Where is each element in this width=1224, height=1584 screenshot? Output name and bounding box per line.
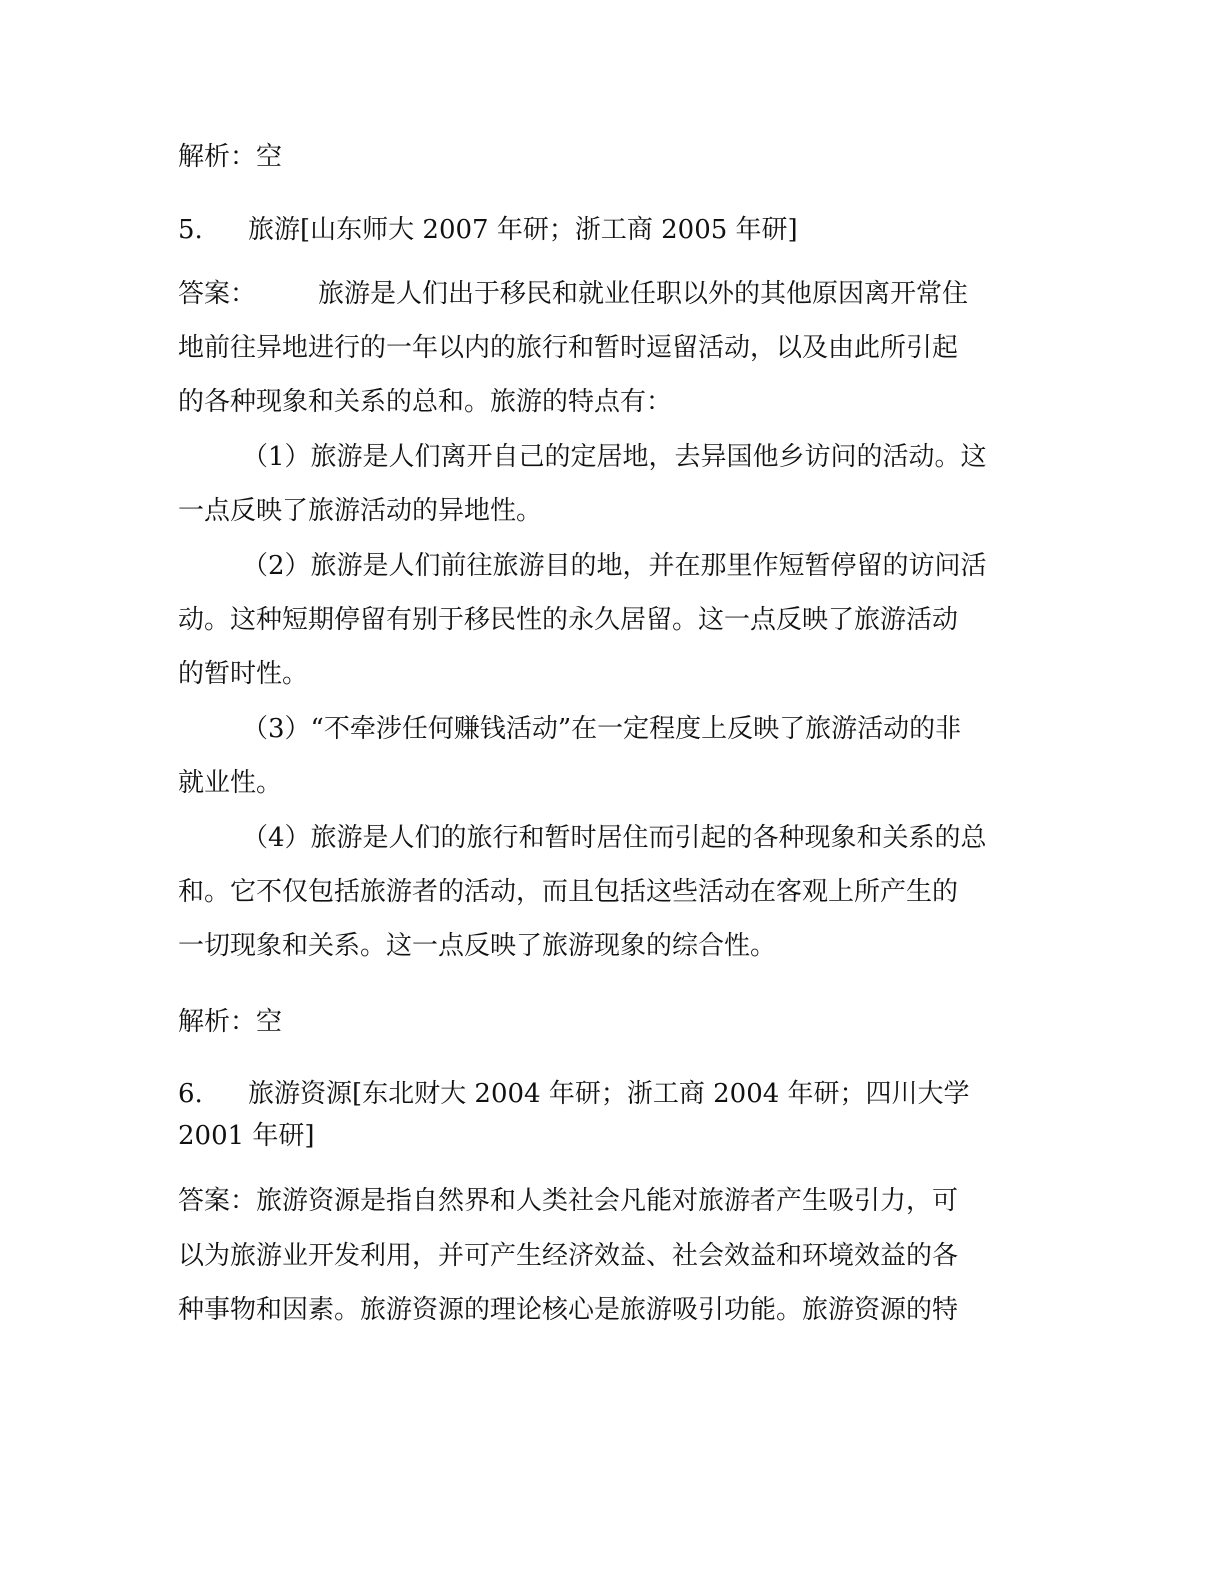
question-5-number: 5. bbox=[178, 215, 203, 245]
answer-text: 旅游是人们出于移民和就业任职以外的其他原因离开常住 bbox=[318, 279, 969, 309]
analysis-line-1: 解析：空 bbox=[178, 142, 283, 172]
question-5-answer-line-1 bbox=[178, 277, 968, 311]
point-2-line-1: （2）旅游是人们前往旅游目的地，并在那里作短暂停留的访问活 bbox=[242, 551, 987, 581]
point-2-line-2: 动。这种短期停留有别于移民性的永久居留。这一点反映了旅游活动 bbox=[178, 605, 959, 635]
point-4-line-3: 一切现象和关系。这一点反映了旅游现象的综合性。 bbox=[178, 931, 777, 961]
question-5-heading bbox=[178, 213, 798, 247]
question-6-title-line-2: 2001 年研] bbox=[178, 1121, 315, 1151]
question-5-answer-line-2: 地前往异地进行的一年以内的旅行和暂时逗留活动，以及由此所引起 bbox=[178, 333, 959, 363]
question-5-title: 旅游[山东师大 2007 年研；浙工商 2005 年研] bbox=[248, 215, 798, 245]
question-5-answer-line-3: 的各种现象和关系的总和。旅游的特点有： bbox=[178, 387, 673, 417]
question-6-answer-line-2: 以为旅游业开发利用，并可产生经济效益、社会效益和环境效益的各 bbox=[178, 1241, 959, 1271]
question-6-answer-line-1: 答案：旅游资源是指自然界和人类社会凡能对旅游者产生吸引力，可 bbox=[178, 1186, 959, 1216]
question-6-number: 6. bbox=[178, 1079, 203, 1109]
point-1-line-1: （1）旅游是人们离开自己的定居地，去异国他乡访问的活动。这 bbox=[242, 442, 987, 472]
answer-label: 答案： bbox=[178, 279, 257, 309]
point-1-line-2: 一点反映了旅游活动的异地性。 bbox=[178, 496, 543, 526]
question-6-title-line-1: 旅游资源[东北财大 2004 年研；浙工商 2004 年研；四川大学 bbox=[248, 1079, 970, 1109]
point-3-line-1: （3）“不牵涉任何赚钱活动”在一定程度上反映了旅游活动的非 bbox=[242, 714, 962, 744]
question-6-heading bbox=[178, 1077, 970, 1111]
analysis-line-2: 解析：空 bbox=[178, 1007, 283, 1037]
point-4-line-2: 和。它不仅包括旅游者的活动，而且包括这些活动在客观上所产生的 bbox=[178, 877, 959, 907]
point-2-line-3: 的暂时性。 bbox=[178, 659, 309, 689]
point-3-line-2: 就业性。 bbox=[178, 768, 283, 798]
question-6-answer-line-3: 种事物和因素。旅游资源的理论核心是旅游吸引功能。旅游资源的特 bbox=[178, 1295, 959, 1325]
point-4-line-1: （4）旅游是人们的旅行和暂时居住而引起的各种现象和关系的总 bbox=[242, 823, 987, 853]
